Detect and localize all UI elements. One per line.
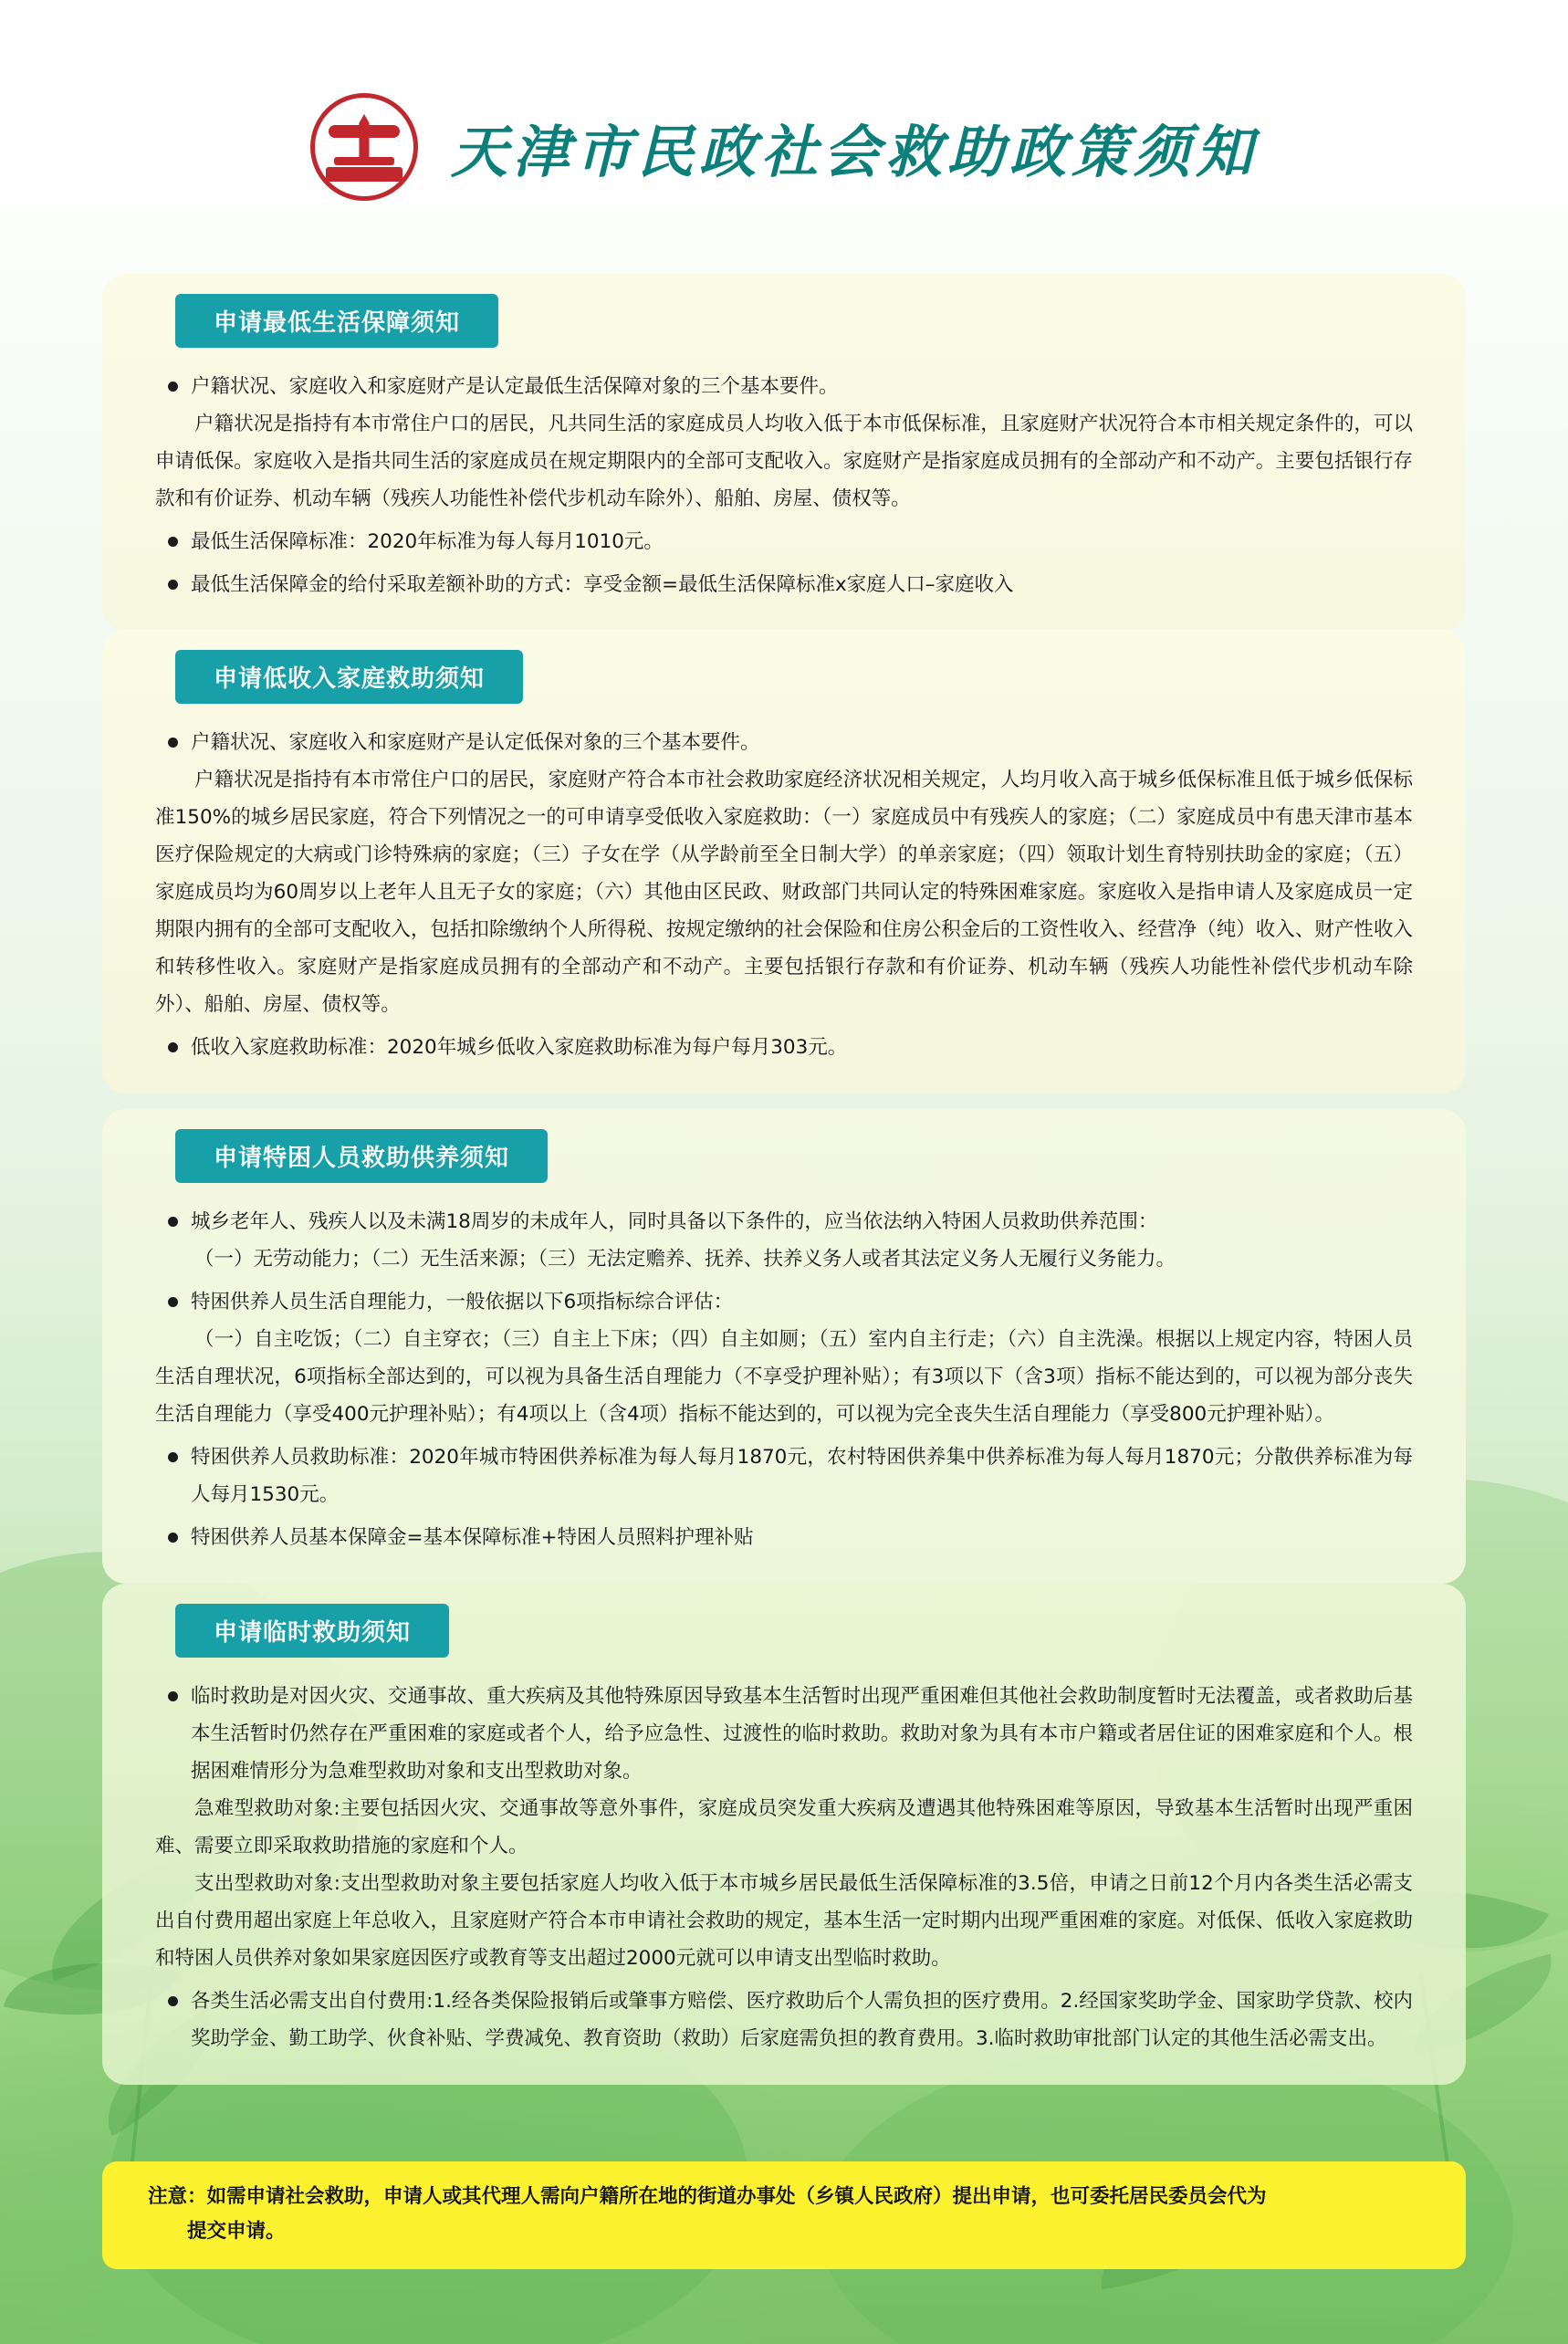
- section-heading: 申请临时救助须知: [175, 1604, 449, 1658]
- sub-paragraph: （一）无劳动能力；（二）无生活来源；（三）无法定赡养、抚养、扶养义务人或者其法定义务人无履行义务能力。: [194, 1248, 1176, 1271]
- list-item: [155, 1439, 1413, 1513]
- bullet-dot-icon: [168, 1691, 178, 1701]
- list-item-text: 城乡老年人、残疾人以及未满18周岁的未成年人，同时具备以下条件的，应当依法纳入特困人员救助供养范围：: [191, 1210, 1158, 1233]
- bullet-dot-icon: [168, 537, 178, 547]
- list-item: [155, 1678, 1413, 1790]
- list-item-text: 最低生活保障标准：2020年标准为每人每月1010元。: [191, 530, 664, 553]
- list-item-text: 户籍状况、家庭收入和家庭财产是认定最低生活保障对象的三个基本要件。: [191, 375, 839, 398]
- section-heading: 申请特困人员救助供养须知: [175, 1129, 548, 1183]
- list-item: [155, 566, 1413, 603]
- section-temporary-assistance: [102, 1584, 1466, 2085]
- list-item: [155, 1283, 1413, 1321]
- notice-line-1: 如需申请社会救助，申请人或其代理人需向户籍所在地的街道办事处（乡镇人民政府）提出申请，也可委托居民委员会代为: [206, 2185, 1267, 2208]
- list-item: [155, 1983, 1413, 2057]
- section-extreme-poverty-support: [102, 1109, 1466, 1584]
- list-item: [155, 523, 1413, 560]
- bullet-dot-icon: [168, 738, 178, 748]
- section-minimum-living-allowance: [102, 274, 1466, 631]
- list-item: [155, 1203, 1413, 1240]
- bullet-dot-icon: [168, 1452, 178, 1462]
- section-body: [102, 348, 1466, 631]
- bullet-dot-icon: [168, 1533, 178, 1543]
- list-item-text: 最低生活保障金的给付采取差额补助的方式：享受金额=最低生活保障标准x家庭人口–家庭收入: [191, 573, 1014, 596]
- list-item-text: 特困供养人员基本保障金=基本保障标准+特困人员照料护理补贴: [191, 1526, 754, 1549]
- poster-header: [0, 88, 1568, 206]
- list-item-text: 户籍状况、家庭收入和家庭财产是认定低保对象的三个基本要件。: [191, 731, 760, 754]
- page-title: 天津市民政社会救助政策须知: [450, 118, 1258, 185]
- sub-paragraph: （一）自主吃饭；（二）自主穿衣；（三）自主上下床；（四）自主如厕；（五）室内自主行走；（六）自主洗澡。根据以上规定内容，特困人员生活自理状况，6项指标全部达到的，可以视为具备生活自理能力（不享受护理补贴）；有3项以下（含3项）指标不能达到的，可以视为部分丧失生活自理能力（享受400元护理补贴）；有4项以上（含4项）指标不能达到的，可以视为完全丧失生活自理能力（享受800元护理补贴）。: [155, 1328, 1413, 1426]
- section-body: [102, 1658, 1466, 2085]
- section-heading: 申请最低生活保障须知: [175, 294, 498, 348]
- paragraph: 户籍状况是指持有本市常住户口的居民，家庭财产符合本市社会救助家庭经济状况相关规定，人均月收入高于城乡低保标准且低于城乡低保标准150%的城乡居民家庭，符合下列情况之一的可申请享受低收入家庭救助：（一）家庭成员中有残疾人的家庭；（二）家庭成员中有患天津市基本医疗保险规定的大病或门诊特殊病的家庭；（三）子女在学（从学龄前至全日制大学）的单亲家庭；（四）领取计划生育特别扶助金的家庭；（五）家庭成员均为60周岁以上老年人且无子女的家庭；（六）其他由区民政、财政部门共同认定的特殊困难家庭。家庭收入是指申请人及家庭成员一定期限内拥有的全部可支配收入，包括扣除缴纳个人所得税、按规定缴纳的社会保险和住房公积金后的工资性收入、经营净（纯）收入、财产性收入和转移性收入。家庭财产是指家庭成员拥有的全部动产和不动产。主要包括银行存款和有价证券、机动车辆（残疾人功能性补偿代步机动车除外）、船舶、房屋、债权等。: [155, 769, 1413, 1016]
- section-low-income-family-aid: [102, 630, 1466, 1094]
- list-item: [155, 1519, 1413, 1556]
- paragraph: 急难型救助对象:主要包括因火灾、交通事故等意外事件，家庭成员突发重大疾病及遭遇其他特殊困难等原因，导致基本生活暂时出现严重困难、需要立即采取救助措施的家庭和个人。: [155, 1797, 1413, 1857]
- section-heading: 申请低收入家庭救助须知: [175, 650, 523, 704]
- section-body: [102, 704, 1466, 1094]
- list-item-text: 特困供养人员救助标准：2020年城市特困供养标准为每人每月1870元，农村特困供养集中供养标准为每人每月1870元；分散供养标准为每人每月1530元。: [191, 1446, 1413, 1506]
- list-item-text: 临时救助是对因火灾、交通事故、重大疾病及其他特殊原因导致基本生活暂时出现严重困难但其他社会救助制度暂时无法覆盖，或者救助后基本生活暂时仍然存在严重困难的家庭或者个人，给予应急性、过渡性的临时救助。救助对象为具有本市户籍或者居住证的困难家庭和个人。根据困难情形分为急难型救助对象和支出型救助对象。: [191, 1685, 1413, 1783]
- list-item: [155, 1029, 1413, 1066]
- paragraph: 支出型救助对象:支出型救助对象主要包括家庭人均收入低于本市城乡居民最低生活保障标准的3.5倍，申请之日前12个月内各类生活必需支出自付费用超出家庭上年总收入，且家庭财产符合本市申请社会救助的规定，基本生活一定时期内出现严重困难的家庭。对低保、低收入家庭救助和特困人员供养对象如果家庭因医疗或教育等支出超过2000元就可以申请支出型临时救助。: [155, 1872, 1413, 1970]
- list-item-text: 低收入家庭救助标准：2020年城乡低收入家庭救助标准为每户每月303元。: [191, 1036, 848, 1059]
- bullet-dot-icon: [168, 1996, 178, 2006]
- paragraph: 户籍状况是指持有本市常住户口的居民，凡共同生活的家庭成员人均收入低于本市低保标准，且家庭财产状况符合本市相关规定条件的，可以申请低保。家庭收入是指共同生活的家庭成员在规定期限内的全部可支配收入。家庭财产是指家庭成员拥有的全部动产和不动产。主要包括银行存款和有价证券、机动车辆（残疾人功能性补偿代步机动车除外）、船舶、房屋、债权等。: [155, 413, 1413, 510]
- notice-line-2: 提交申请。: [187, 2220, 286, 2243]
- section-body: [102, 1183, 1466, 1584]
- list-item: [155, 724, 1413, 761]
- notice-banner: [102, 2161, 1466, 2269]
- bullet-dot-icon: [168, 1042, 178, 1052]
- civil-affairs-emblem-icon: [310, 93, 418, 201]
- bullet-dot-icon: [168, 1217, 178, 1227]
- list-item-text: 各类生活必需支出自付费用:1.经各类保险报销后或肇事方赔偿、医疗救助后个人需负担的医疗费用。2.经国家奖助学金、国家助学贷款、校内奖助学金、勤工助学、伙食补贴、学费减免、教育资助（救助）后家庭需负担的教育费用。3.临时救助审批部门认定的其他生活必需支出。: [191, 1990, 1413, 2050]
- bullet-dot-icon: [168, 580, 178, 590]
- list-item: [155, 368, 1413, 405]
- list-item-text: 特困供养人员生活自理能力，一般依据以下6项指标综合评估：: [191, 1291, 734, 1313]
- bullet-dot-icon: [168, 1297, 178, 1307]
- notice-label: 注意：: [148, 2185, 207, 2208]
- bullet-dot-icon: [168, 382, 178, 392]
